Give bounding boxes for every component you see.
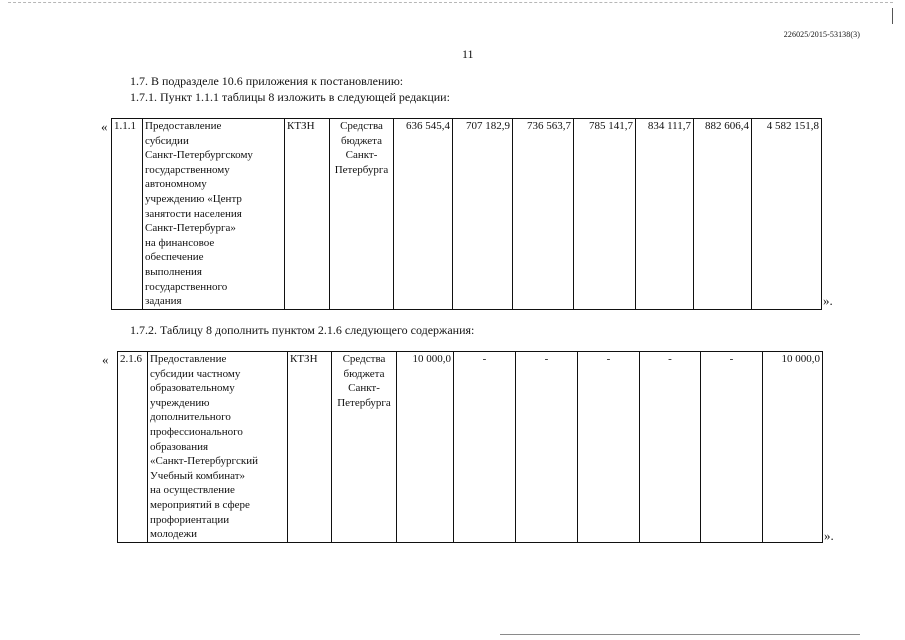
source-line: Петербурга <box>334 163 389 176</box>
closing-quote-table2: ». <box>824 528 834 543</box>
amount-cell: - <box>701 352 763 543</box>
description-line: образовательному <box>150 382 235 395</box>
description-line: молодежи <box>150 528 197 541</box>
scan-edge-top <box>8 2 893 3</box>
description-line: дополнительного <box>150 411 231 424</box>
source-line: бюджета <box>343 367 385 380</box>
description-line: мероприятий в сфере <box>150 498 250 511</box>
amount-cell: 10 000,0 <box>397 352 454 543</box>
description-line: занятости населения <box>145 207 242 220</box>
description-line: Санкт-Петербургскому <box>145 149 253 162</box>
description-line: Предоставление <box>145 120 222 132</box>
paragraph-1-7-1: 1.7.1. Пункт 1.1.1 таблицы 8 изложить в следующей редакции: <box>130 90 450 104</box>
source-line: Средства <box>340 120 383 132</box>
description-line: автономному <box>145 178 207 191</box>
description-line: задания <box>145 295 182 308</box>
amount-cell: 785 141,7 <box>574 119 636 310</box>
description-line: на финансовое <box>145 236 215 249</box>
description-line: профессионального <box>150 425 243 438</box>
scan-edge-bottom <box>500 634 860 635</box>
table-row <box>118 352 823 543</box>
description-line: учреждению «Центр <box>145 192 242 205</box>
description-line: государственному <box>145 163 230 176</box>
executor-cell: КТЗН <box>288 352 332 543</box>
opening-quote-table2: « <box>102 352 109 367</box>
amount-cell: 882 606,4 <box>694 119 752 310</box>
page-number: 11 <box>462 47 474 61</box>
total-amount-cell: 4 582 151,8 <box>752 119 822 310</box>
source-line: Санкт- <box>348 382 380 395</box>
executor-cell: КТЗН <box>285 119 330 310</box>
amount-cell: - <box>578 352 640 543</box>
amount-cell: - <box>454 352 516 543</box>
paragraph-1-7: 1.7. В подразделе 10.6 приложения к постановлению: <box>130 74 404 88</box>
amount-cell: 636 545,4 <box>394 119 453 310</box>
opening-quote-table1: « <box>101 119 108 134</box>
funding-source-cell <box>332 352 397 543</box>
description-line: Предоставление <box>150 353 227 365</box>
total-amount-cell: 10 000,0 <box>763 352 823 543</box>
closing-quote-table1: ». <box>823 293 833 308</box>
description-line: Учебный комбинат» <box>150 469 246 482</box>
table-1 <box>111 118 822 310</box>
amount-cell: 707 182,9 <box>453 119 513 310</box>
description-line: субсидии <box>145 134 189 147</box>
table-2 <box>117 351 823 543</box>
row-code-cell: 1.1.1 <box>112 119 143 310</box>
description-line: государственного <box>145 280 228 293</box>
document-code: 226025/2015-53138(3) <box>783 30 860 39</box>
scan-edge-right <box>892 8 893 24</box>
description-line: субсидии частному <box>150 367 241 380</box>
description-line: выполнения <box>145 265 202 278</box>
row-code-cell: 2.1.6 <box>118 352 148 543</box>
description-line: учреждению <box>150 396 210 409</box>
description-cell <box>143 119 285 310</box>
description-line: образования <box>150 440 209 453</box>
amount-cell: 736 563,7 <box>513 119 574 310</box>
table-row <box>112 119 822 310</box>
description-line: «Санкт-Петербургский <box>150 455 258 468</box>
source-line: Средства <box>342 353 386 365</box>
description-cell <box>148 352 288 543</box>
amount-cell: 834 111,7 <box>636 119 694 310</box>
description-line: профориентации <box>150 513 230 526</box>
amount-cell: - <box>640 352 701 543</box>
source-line: Санкт- <box>345 149 378 162</box>
amount-cell: - <box>516 352 578 543</box>
funding-source-cell <box>330 119 394 310</box>
source-line: Петербурга <box>337 396 391 409</box>
description-line: на осуществление <box>150 484 235 497</box>
description-line: обеспечение <box>145 251 204 264</box>
paragraph-1-7-2: 1.7.2. Таблицу 8 дополнить пунктом 2.1.6 следующего содержания: <box>130 323 475 337</box>
description-line: Санкт-Петербурга» <box>145 222 236 235</box>
source-line: бюджета <box>340 134 382 147</box>
